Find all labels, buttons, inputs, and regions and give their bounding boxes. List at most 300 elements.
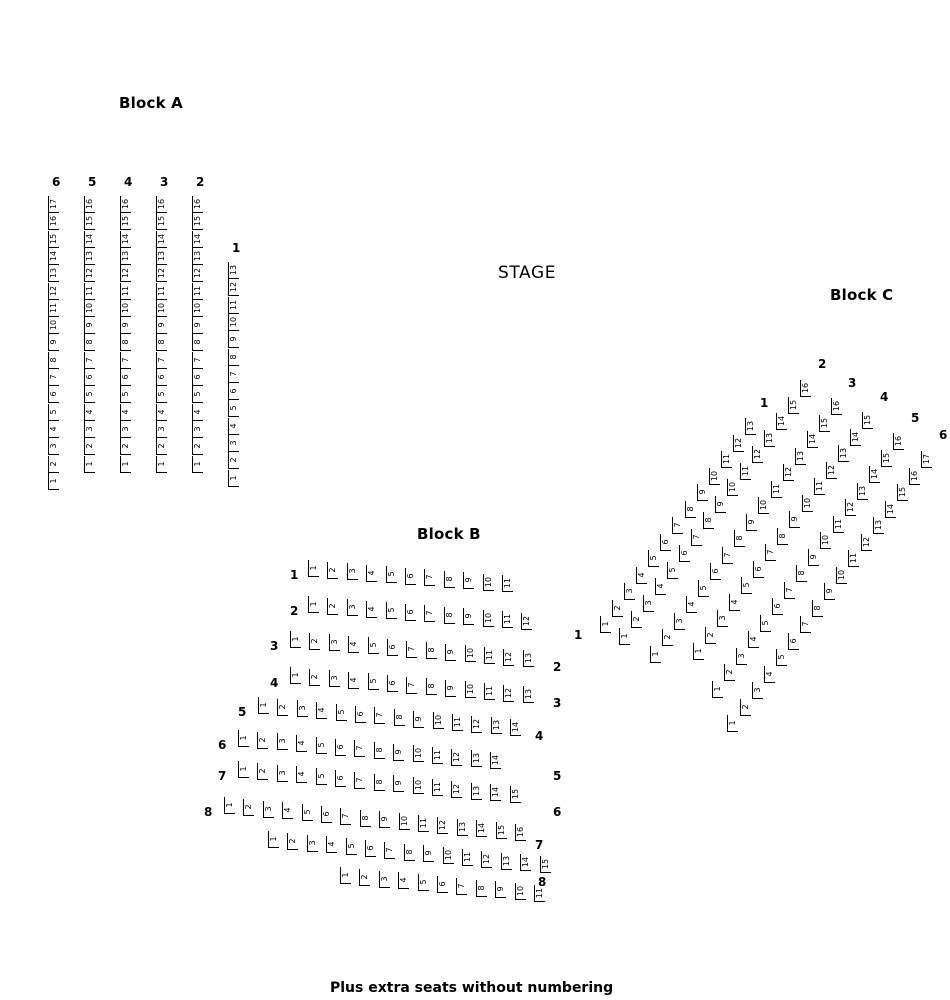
seat[interactable]: [228, 470, 239, 487]
seat[interactable]: [228, 314, 239, 331]
seat[interactable]: [120, 334, 131, 351]
seat[interactable]: [490, 752, 501, 769]
seat[interactable]: [413, 711, 424, 728]
seat[interactable]: [84, 421, 95, 438]
seat[interactable]: [521, 613, 532, 630]
seat[interactable]: [228, 331, 239, 348]
seat[interactable]: [697, 484, 708, 501]
seat[interactable]: [156, 300, 167, 317]
seat[interactable]: [48, 438, 59, 455]
seat[interactable]: [451, 781, 462, 798]
seat[interactable]: [631, 611, 642, 628]
seat[interactable]: [693, 643, 704, 660]
seat[interactable]: [540, 856, 551, 873]
seat[interactable]: [523, 650, 534, 667]
seat[interactable]: [228, 435, 239, 452]
seat[interactable]: [156, 438, 167, 455]
seat[interactable]: [869, 466, 880, 483]
seat[interactable]: [752, 682, 763, 699]
seat[interactable]: [831, 398, 842, 415]
seat[interactable]: [84, 248, 95, 265]
seat[interactable]: [335, 739, 346, 756]
seat[interactable]: [327, 598, 338, 615]
seat[interactable]: [287, 833, 298, 850]
seat[interactable]: [120, 265, 131, 282]
seat[interactable]: [48, 196, 59, 213]
seat[interactable]: [667, 562, 678, 579]
seat[interactable]: [335, 770, 346, 787]
seat[interactable]: [515, 883, 526, 900]
seat[interactable]: [156, 196, 167, 213]
seat[interactable]: [808, 549, 819, 566]
seat[interactable]: [515, 824, 526, 841]
seat[interactable]: [456, 878, 467, 895]
seat[interactable]: [384, 842, 395, 859]
seat[interactable]: [838, 445, 849, 462]
seat[interactable]: [84, 386, 95, 403]
seat[interactable]: [836, 567, 847, 584]
seat[interactable]: [444, 571, 455, 588]
seat[interactable]: [721, 451, 732, 468]
seat[interactable]: [736, 648, 747, 665]
seat[interactable]: [366, 601, 377, 618]
seat[interactable]: [120, 248, 131, 265]
seat[interactable]: [192, 283, 203, 300]
seat[interactable]: [686, 596, 697, 613]
seat[interactable]: [764, 430, 775, 447]
seat[interactable]: [709, 468, 720, 485]
seat[interactable]: [228, 297, 239, 314]
seat[interactable]: [698, 580, 709, 597]
seat[interactable]: [326, 836, 337, 853]
seat[interactable]: [748, 631, 759, 648]
seat[interactable]: [224, 797, 235, 814]
seat[interactable]: [192, 213, 203, 230]
seat[interactable]: [48, 334, 59, 351]
seat[interactable]: [48, 386, 59, 403]
seat[interactable]: [192, 456, 203, 473]
seat[interactable]: [758, 497, 769, 514]
seat[interactable]: [228, 262, 239, 279]
seat[interactable]: [471, 750, 482, 767]
seat[interactable]: [296, 735, 307, 752]
seat[interactable]: [502, 575, 513, 592]
seat[interactable]: [691, 529, 702, 546]
seat[interactable]: [84, 196, 95, 213]
seat[interactable]: [277, 765, 288, 782]
seat[interactable]: [48, 231, 59, 248]
seat[interactable]: [309, 669, 320, 686]
seat[interactable]: [360, 810, 371, 827]
seat[interactable]: [722, 547, 733, 564]
seat[interactable]: [354, 772, 365, 789]
seat[interactable]: [752, 446, 763, 463]
seat[interactable]: [502, 611, 513, 628]
seat[interactable]: [48, 283, 59, 300]
seat[interactable]: [296, 766, 307, 783]
seat[interactable]: [788, 397, 799, 414]
seat[interactable]: [297, 700, 308, 717]
seat[interactable]: [192, 231, 203, 248]
seat[interactable]: [753, 561, 764, 578]
seat[interactable]: [710, 563, 721, 580]
seat[interactable]: [534, 885, 545, 902]
seat[interactable]: [733, 435, 744, 452]
seat[interactable]: [764, 666, 775, 683]
seat[interactable]: [405, 568, 416, 585]
seat[interactable]: [674, 613, 685, 630]
seat[interactable]: [881, 450, 892, 467]
seat[interactable]: [672, 517, 683, 534]
seat[interactable]: [426, 678, 437, 695]
seat[interactable]: [404, 844, 415, 861]
seat[interactable]: [84, 369, 95, 386]
seat[interactable]: [741, 577, 752, 594]
seat[interactable]: [405, 604, 416, 621]
seat[interactable]: [192, 265, 203, 282]
seat[interactable]: [329, 634, 340, 651]
seat[interactable]: [418, 874, 429, 891]
seat[interactable]: [423, 845, 434, 862]
seat[interactable]: [660, 534, 671, 551]
seat[interactable]: [437, 817, 448, 834]
seat[interactable]: [523, 686, 534, 703]
seat[interactable]: [909, 468, 920, 485]
seat[interactable]: [346, 838, 357, 855]
seat[interactable]: [861, 534, 872, 551]
seat[interactable]: [316, 768, 327, 785]
seat[interactable]: [321, 806, 332, 823]
seat[interactable]: [387, 639, 398, 656]
seat[interactable]: [457, 819, 468, 836]
seat[interactable]: [368, 673, 379, 690]
seat[interactable]: [156, 248, 167, 265]
seat[interactable]: [807, 431, 818, 448]
seat[interactable]: [740, 463, 751, 480]
seat[interactable]: [340, 808, 351, 825]
seat[interactable]: [84, 265, 95, 282]
seat[interactable]: [424, 605, 435, 622]
seat[interactable]: [462, 849, 473, 866]
seat[interactable]: [120, 196, 131, 213]
seat[interactable]: [413, 745, 424, 762]
seat[interactable]: [48, 265, 59, 282]
seat[interactable]: [156, 386, 167, 403]
seat[interactable]: [316, 737, 327, 754]
seat[interactable]: [850, 429, 861, 446]
seat[interactable]: [476, 880, 487, 897]
seat[interactable]: [308, 596, 319, 613]
seat[interactable]: [258, 697, 269, 714]
seat[interactable]: [348, 672, 359, 689]
seat[interactable]: [302, 804, 313, 821]
seat[interactable]: [483, 574, 494, 591]
seat[interactable]: [48, 456, 59, 473]
seat[interactable]: [443, 847, 454, 864]
seat[interactable]: [451, 749, 462, 766]
seat[interactable]: [120, 213, 131, 230]
seat[interactable]: [192, 369, 203, 386]
seat[interactable]: [789, 511, 800, 528]
seat[interactable]: [619, 628, 630, 645]
seat[interactable]: [156, 404, 167, 421]
seat[interactable]: [282, 802, 293, 819]
seat[interactable]: [483, 610, 494, 627]
seat[interactable]: [347, 599, 358, 616]
seat[interactable]: [228, 418, 239, 435]
seat[interactable]: [399, 813, 410, 830]
seat[interactable]: [463, 572, 474, 589]
seat[interactable]: [386, 602, 397, 619]
seat[interactable]: [48, 473, 59, 490]
seat[interactable]: [795, 448, 806, 465]
seat[interactable]: [679, 545, 690, 562]
seat[interactable]: [359, 869, 370, 886]
seat[interactable]: [655, 578, 666, 595]
seat[interactable]: [340, 867, 351, 884]
seat[interactable]: [120, 283, 131, 300]
seat[interactable]: [84, 213, 95, 230]
seat[interactable]: [636, 567, 647, 584]
seat[interactable]: [368, 637, 379, 654]
seat[interactable]: [393, 775, 404, 792]
seat[interactable]: [490, 784, 501, 801]
seat[interactable]: [379, 871, 390, 888]
seat[interactable]: [873, 517, 884, 534]
seat[interactable]: [120, 317, 131, 334]
seat[interactable]: [476, 820, 487, 837]
seat[interactable]: [268, 831, 279, 848]
seat[interactable]: [510, 786, 521, 803]
seat[interactable]: [309, 633, 320, 650]
seat[interactable]: [471, 716, 482, 733]
seat[interactable]: [444, 607, 455, 624]
seat[interactable]: [120, 386, 131, 403]
seat[interactable]: [802, 495, 813, 512]
seat[interactable]: [760, 615, 771, 632]
seat[interactable]: [643, 595, 654, 612]
seat[interactable]: [648, 550, 659, 567]
seat[interactable]: [263, 801, 274, 818]
seat[interactable]: [481, 851, 492, 868]
seat[interactable]: [156, 213, 167, 230]
seat[interactable]: [120, 456, 131, 473]
seat[interactable]: [228, 279, 239, 296]
seat[interactable]: [406, 677, 417, 694]
seat[interactable]: [776, 413, 787, 430]
seat[interactable]: [729, 594, 740, 611]
seat[interactable]: [893, 433, 904, 450]
seat[interactable]: [491, 717, 502, 734]
seat[interactable]: [796, 565, 807, 582]
seat[interactable]: [800, 616, 811, 633]
seat[interactable]: [777, 528, 788, 545]
seat[interactable]: [432, 747, 443, 764]
seat[interactable]: [772, 598, 783, 615]
seat[interactable]: [228, 452, 239, 469]
seat[interactable]: [848, 550, 859, 567]
seat[interactable]: [192, 421, 203, 438]
seat[interactable]: [48, 213, 59, 230]
seat[interactable]: [374, 774, 385, 791]
seat[interactable]: [156, 283, 167, 300]
seat[interactable]: [84, 438, 95, 455]
seat[interactable]: [48, 300, 59, 317]
seat[interactable]: [717, 610, 728, 627]
seat[interactable]: [277, 699, 288, 716]
seat[interactable]: [885, 501, 896, 518]
seat[interactable]: [84, 334, 95, 351]
seat[interactable]: [156, 231, 167, 248]
seat[interactable]: [650, 646, 661, 663]
seat[interactable]: [776, 649, 787, 666]
seat[interactable]: [84, 352, 95, 369]
seat[interactable]: [238, 761, 249, 778]
seat[interactable]: [387, 675, 398, 692]
seat[interactable]: [192, 317, 203, 334]
seat[interactable]: [812, 600, 823, 617]
seat[interactable]: [740, 699, 751, 716]
seat[interactable]: [520, 854, 531, 871]
seat[interactable]: [418, 815, 429, 832]
seat[interactable]: [336, 704, 347, 721]
seat[interactable]: [833, 516, 844, 533]
seat[interactable]: [662, 629, 673, 646]
seat[interactable]: [120, 352, 131, 369]
seat[interactable]: [612, 600, 623, 617]
seat[interactable]: [734, 530, 745, 547]
seat[interactable]: [394, 709, 405, 726]
seat[interactable]: [192, 438, 203, 455]
seat[interactable]: [712, 681, 723, 698]
seat[interactable]: [771, 481, 782, 498]
seat[interactable]: [48, 421, 59, 438]
seat[interactable]: [624, 583, 635, 600]
seat[interactable]: [496, 822, 507, 839]
seat[interactable]: [845, 499, 856, 516]
seat[interactable]: [465, 645, 476, 662]
seat[interactable]: [277, 733, 288, 750]
seat[interactable]: [347, 563, 358, 580]
seat[interactable]: [84, 300, 95, 317]
seat[interactable]: [463, 608, 474, 625]
seat[interactable]: [84, 456, 95, 473]
seat[interactable]: [329, 670, 340, 687]
seat[interactable]: [192, 386, 203, 403]
seat[interactable]: [503, 649, 514, 666]
seat[interactable]: [437, 876, 448, 893]
seat[interactable]: [192, 300, 203, 317]
seat[interactable]: [365, 840, 376, 857]
seat[interactable]: [354, 740, 365, 757]
seat[interactable]: [484, 647, 495, 664]
seat[interactable]: [243, 799, 254, 816]
seat[interactable]: [192, 352, 203, 369]
seat[interactable]: [445, 644, 456, 661]
seat[interactable]: [228, 366, 239, 383]
seat[interactable]: [120, 231, 131, 248]
seat[interactable]: [685, 501, 696, 518]
seat[interactable]: [238, 730, 249, 747]
seat[interactable]: [724, 664, 735, 681]
seat[interactable]: [192, 334, 203, 351]
seat[interactable]: [862, 412, 873, 429]
seat[interactable]: [257, 763, 268, 780]
seat[interactable]: [826, 462, 837, 479]
seat[interactable]: [156, 317, 167, 334]
seat[interactable]: [327, 562, 338, 579]
seat[interactable]: [84, 283, 95, 300]
seat[interactable]: [510, 719, 521, 736]
seat[interactable]: [784, 582, 795, 599]
seat[interactable]: [379, 811, 390, 828]
seat[interactable]: [413, 777, 424, 794]
seat[interactable]: [897, 484, 908, 501]
seat[interactable]: [228, 383, 239, 400]
seat[interactable]: [503, 685, 514, 702]
seat[interactable]: [432, 779, 443, 796]
seat[interactable]: [703, 512, 714, 529]
seat[interactable]: [783, 464, 794, 481]
seat[interactable]: [156, 352, 167, 369]
seat[interactable]: [745, 418, 756, 435]
seat[interactable]: [156, 369, 167, 386]
seat[interactable]: [156, 456, 167, 473]
seat[interactable]: [374, 742, 385, 759]
seat[interactable]: [48, 404, 59, 421]
seat[interactable]: [433, 712, 444, 729]
seat[interactable]: [495, 881, 506, 898]
seat[interactable]: [445, 680, 456, 697]
seat[interactable]: [48, 369, 59, 386]
seat[interactable]: [307, 835, 318, 852]
seat[interactable]: [120, 369, 131, 386]
seat[interactable]: [398, 872, 409, 889]
seat[interactable]: [48, 248, 59, 265]
seat[interactable]: [120, 421, 131, 438]
seat[interactable]: [355, 706, 366, 723]
seat[interactable]: [48, 317, 59, 334]
seat[interactable]: [366, 565, 377, 582]
seat[interactable]: [746, 514, 757, 531]
seat[interactable]: [820, 532, 831, 549]
seat[interactable]: [84, 404, 95, 421]
seat[interactable]: [228, 400, 239, 417]
seat[interactable]: [426, 642, 437, 659]
seat[interactable]: [765, 544, 776, 561]
seat[interactable]: [501, 853, 512, 870]
seat[interactable]: [48, 352, 59, 369]
seat[interactable]: [120, 300, 131, 317]
seat[interactable]: [192, 196, 203, 213]
seat[interactable]: [921, 451, 932, 468]
seat[interactable]: [814, 478, 825, 495]
seat[interactable]: [727, 715, 738, 732]
seat[interactable]: [788, 633, 799, 650]
seat[interactable]: [308, 560, 319, 577]
seat[interactable]: [386, 566, 397, 583]
seat[interactable]: [600, 616, 611, 633]
seat[interactable]: [120, 404, 131, 421]
seat[interactable]: [857, 483, 868, 500]
seat[interactable]: [192, 248, 203, 265]
seat[interactable]: [257, 732, 268, 749]
seat[interactable]: [465, 681, 476, 698]
seat[interactable]: [156, 265, 167, 282]
seat[interactable]: [156, 334, 167, 351]
seat[interactable]: [424, 569, 435, 586]
seat[interactable]: [316, 702, 327, 719]
